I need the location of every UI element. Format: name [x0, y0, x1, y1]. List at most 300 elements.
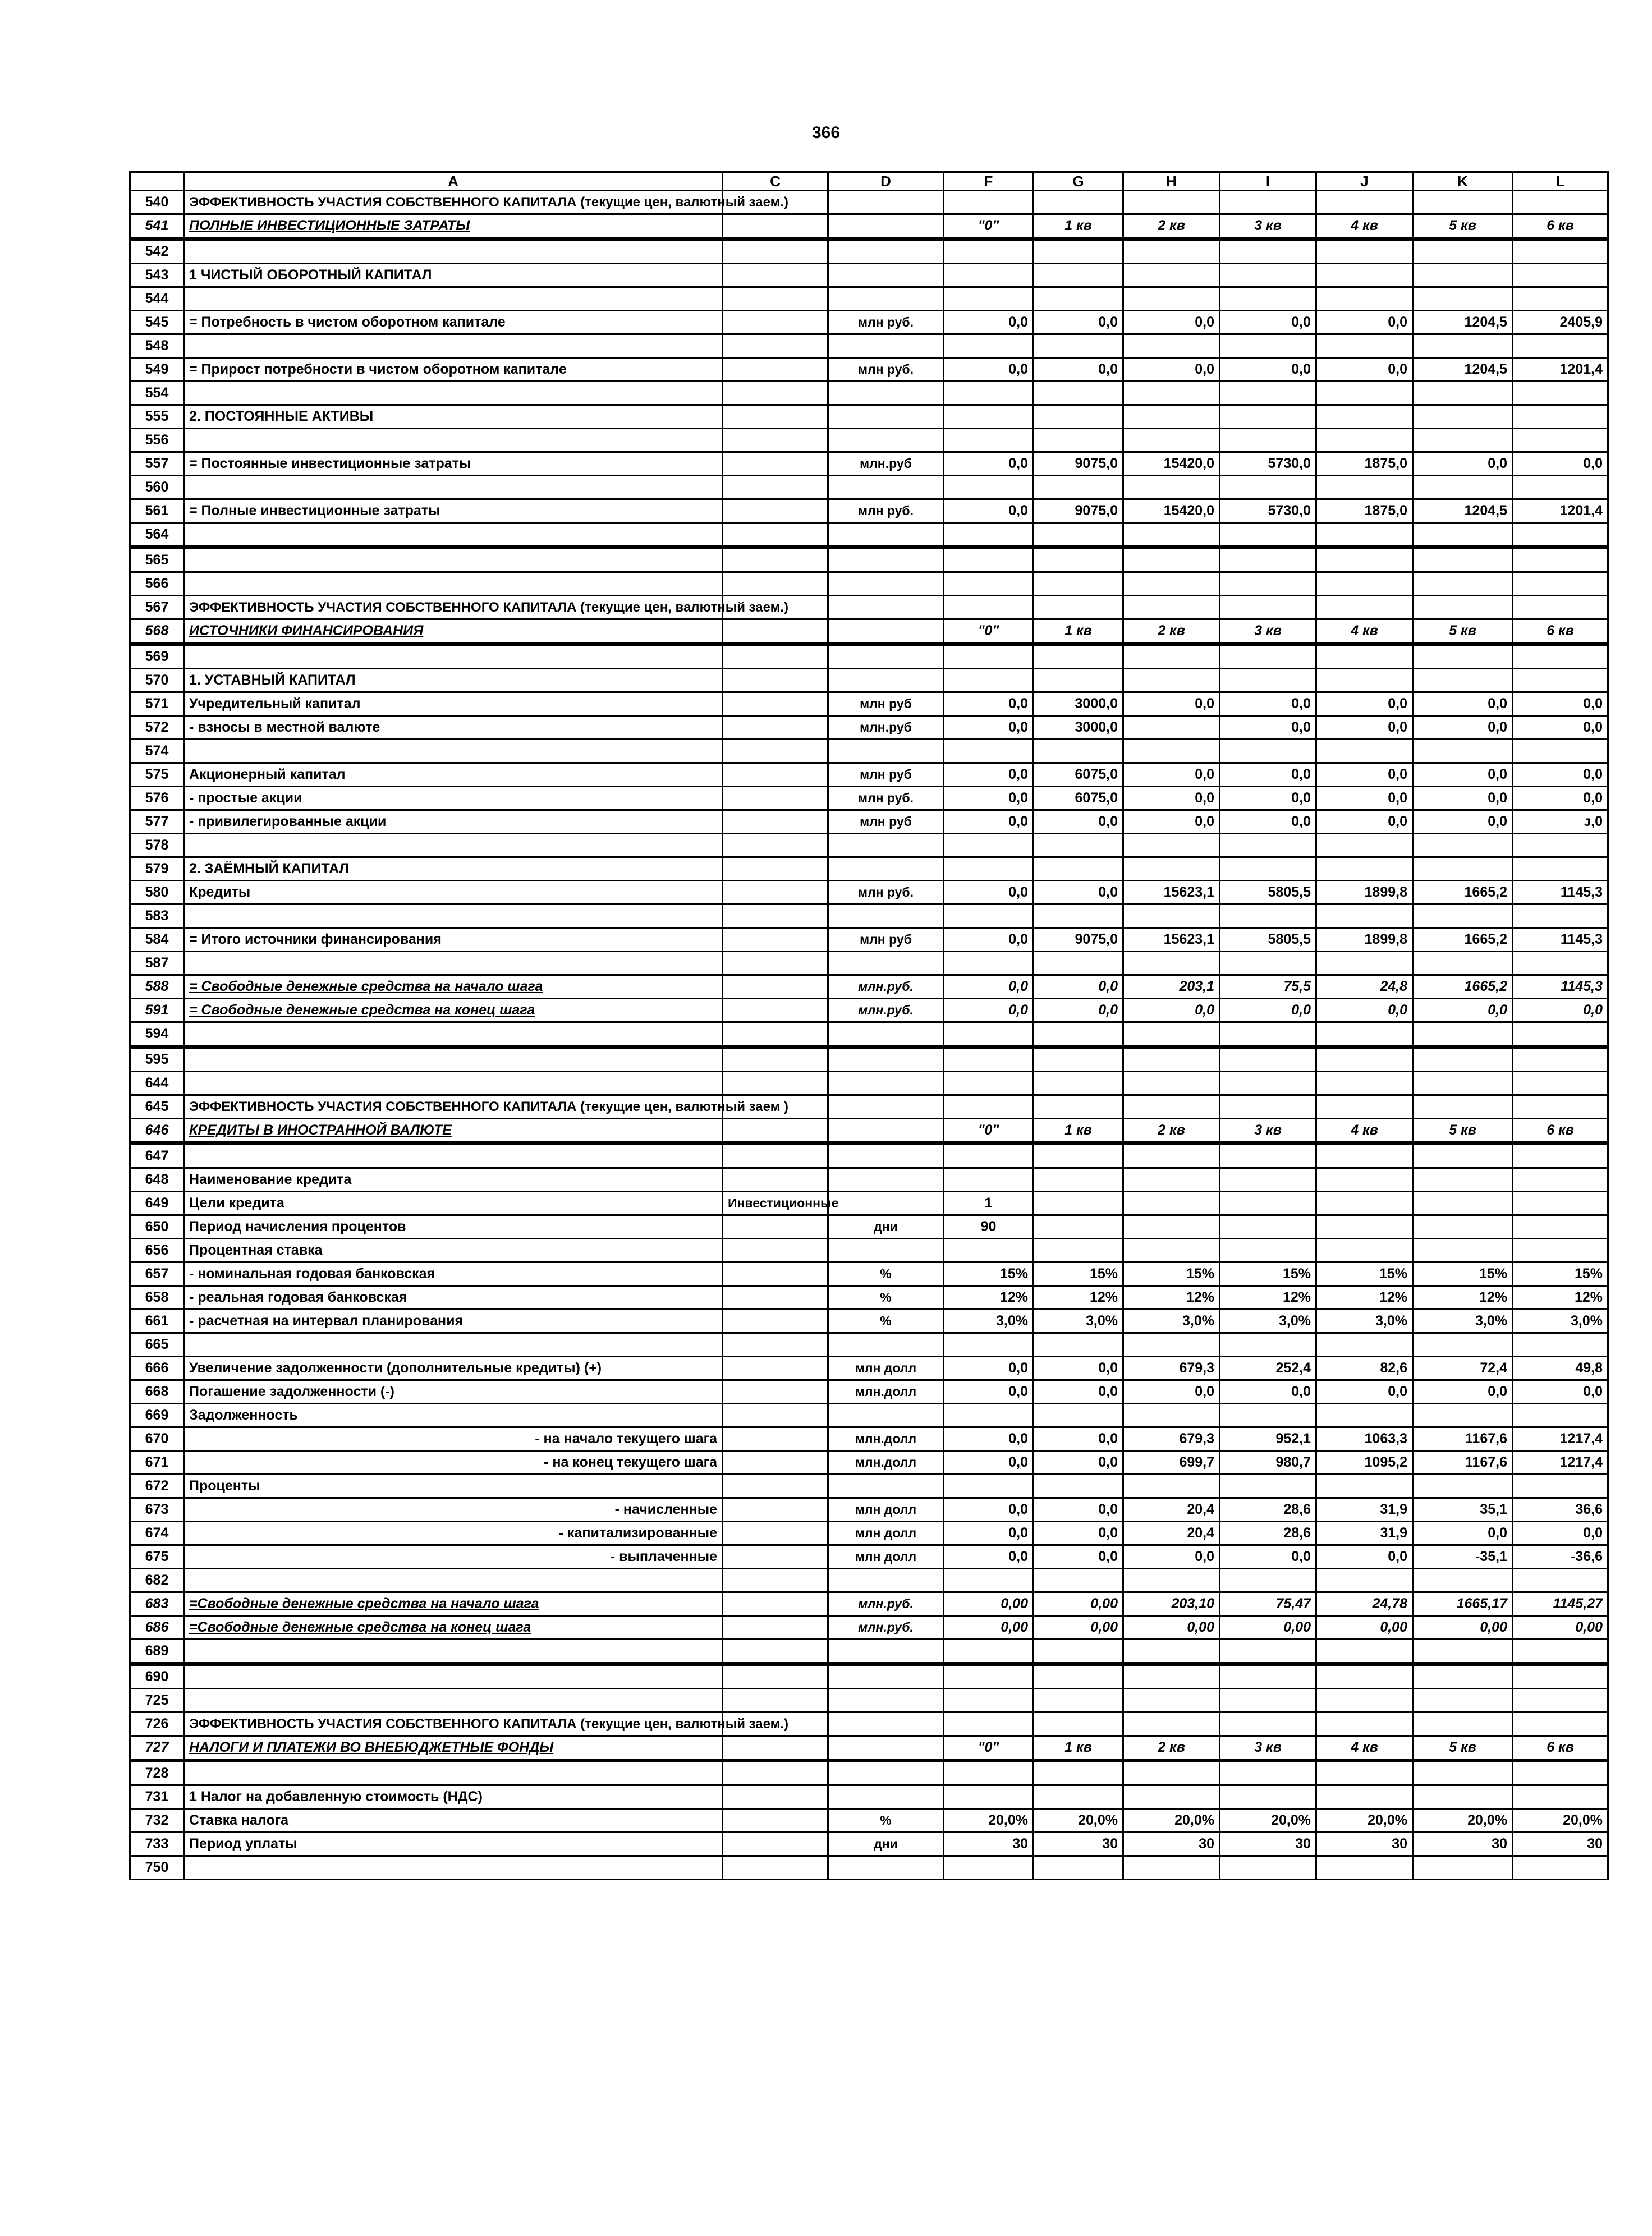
label-cell[interactable]: Проценты [184, 1475, 723, 1498]
value-cell[interactable] [1513, 834, 1608, 857]
value-cell[interactable] [944, 644, 1034, 669]
value-cell[interactable]: 679,3 [1123, 1427, 1220, 1451]
value-cell[interactable]: 0,0 [1513, 692, 1608, 716]
label-cell[interactable]: - начисленные [184, 1498, 723, 1522]
value-cell[interactable] [1513, 572, 1608, 596]
column-c-cell[interactable] [723, 881, 828, 904]
value-cell[interactable]: 49,8 [1513, 1357, 1608, 1380]
row-number-cell[interactable]: 649 [130, 1192, 184, 1215]
label-cell[interactable]: - на конец текущего шага [184, 1451, 723, 1475]
unit-cell[interactable] [828, 669, 944, 692]
value-cell[interactable] [1034, 1475, 1123, 1498]
value-cell[interactable] [1316, 287, 1413, 311]
value-cell[interactable] [1316, 191, 1413, 214]
value-cell[interactable]: 0,0 [1316, 787, 1413, 810]
label-cell[interactable] [184, 572, 723, 596]
value-cell[interactable] [1220, 1072, 1316, 1095]
value-cell[interactable] [1123, 716, 1220, 740]
value-cell[interactable] [1316, 476, 1413, 499]
value-cell[interactable]: 0,0 [1316, 1545, 1413, 1569]
value-cell[interactable]: 0,0 [944, 999, 1034, 1022]
value-cell[interactable] [944, 669, 1034, 692]
value-cell[interactable] [1413, 1640, 1513, 1664]
column-c-cell[interactable] [723, 311, 828, 334]
value-cell[interactable] [1513, 1712, 1608, 1736]
value-cell[interactable] [944, 1072, 1034, 1095]
label-cell[interactable] [184, 476, 723, 499]
value-cell[interactable]: 0,0 [944, 1545, 1034, 1569]
column-c-cell[interactable] [723, 1072, 828, 1095]
value-cell[interactable]: 15% [1513, 1262, 1608, 1286]
value-cell[interactable]: 20,0% [944, 1809, 1034, 1833]
label-cell[interactable]: Учредительный капитал [184, 692, 723, 716]
unit-cell[interactable] [828, 1144, 944, 1168]
value-cell[interactable] [1220, 1215, 1316, 1239]
value-cell[interactable]: "0" [944, 1119, 1034, 1144]
value-cell[interactable] [1513, 740, 1608, 763]
value-cell[interactable] [1413, 1664, 1513, 1689]
unit-cell[interactable] [828, 1022, 944, 1047]
value-cell[interactable] [1513, 1144, 1608, 1168]
value-cell[interactable] [1413, 334, 1513, 358]
value-cell[interactable]: 0,0 [944, 452, 1034, 476]
value-cell[interactable] [1123, 287, 1220, 311]
column-c-cell[interactable] [723, 1119, 828, 1144]
value-cell[interactable] [1123, 1712, 1220, 1736]
value-cell[interactable] [1220, 857, 1316, 881]
value-cell[interactable]: 1 [944, 1192, 1034, 1215]
value-cell[interactable]: 15420,0 [1123, 452, 1220, 476]
unit-cell[interactable] [828, 1569, 944, 1592]
row-number-cell[interactable]: 556 [130, 429, 184, 452]
value-cell[interactable]: 0,0 [1413, 1522, 1513, 1545]
value-cell[interactable]: 30 [1413, 1833, 1513, 1856]
value-cell[interactable] [944, 1640, 1034, 1664]
value-cell[interactable]: 0,0 [1123, 311, 1220, 334]
unit-cell[interactable]: млн долл [828, 1522, 944, 1545]
value-cell[interactable]: 28,6 [1220, 1498, 1316, 1522]
column-c-cell[interactable] [723, 1475, 828, 1498]
column-header[interactable]: I [1220, 172, 1316, 191]
value-cell[interactable]: 1665,2 [1413, 881, 1513, 904]
column-c-cell[interactable] [723, 1640, 828, 1664]
value-cell[interactable] [1220, 429, 1316, 452]
unit-cell[interactable]: млн руб. [828, 787, 944, 810]
value-cell[interactable] [1220, 644, 1316, 669]
value-cell[interactable] [1413, 1333, 1513, 1357]
value-cell[interactable] [1316, 1333, 1413, 1357]
value-cell[interactable] [1123, 644, 1220, 669]
value-cell[interactable] [1123, 857, 1220, 881]
value-cell[interactable] [1316, 334, 1413, 358]
value-cell[interactable]: 6075,0 [1034, 787, 1123, 810]
unit-cell[interactable] [828, 644, 944, 669]
value-cell[interactable]: 3,0% [1220, 1310, 1316, 1333]
value-cell[interactable]: 12% [1220, 1286, 1316, 1310]
value-cell[interactable]: "0" [944, 214, 1034, 239]
value-cell[interactable]: 1095,2 [1316, 1451, 1413, 1475]
value-cell[interactable] [1034, 1404, 1123, 1427]
value-cell[interactable] [1513, 548, 1608, 572]
value-cell[interactable] [1513, 1022, 1608, 1047]
value-cell[interactable]: 5805,5 [1220, 881, 1316, 904]
value-cell[interactable] [944, 1144, 1034, 1168]
value-cell[interactable] [1034, 476, 1123, 499]
value-cell[interactable]: 0,0 [1316, 763, 1413, 787]
value-cell[interactable]: 0,0 [1034, 311, 1123, 334]
value-cell[interactable] [1220, 834, 1316, 857]
label-cell[interactable]: - реальная годовая банковская [184, 1286, 723, 1310]
row-number-cell[interactable]: 657 [130, 1262, 184, 1286]
row-number-cell[interactable]: 572 [130, 716, 184, 740]
column-header[interactable]: K [1413, 172, 1513, 191]
value-cell[interactable] [944, 1856, 1034, 1880]
column-c-cell[interactable] [723, 1310, 828, 1333]
value-cell[interactable]: 6075,0 [1034, 763, 1123, 787]
value-cell[interactable] [1413, 1856, 1513, 1880]
value-cell[interactable] [1220, 523, 1316, 548]
label-cell[interactable] [184, 740, 723, 763]
value-cell[interactable] [1034, 572, 1123, 596]
row-number-cell[interactable]: 568 [130, 619, 184, 644]
value-cell[interactable] [1034, 1333, 1123, 1357]
value-cell[interactable]: 0,0 [1034, 975, 1123, 999]
value-cell[interactable] [1220, 572, 1316, 596]
value-cell[interactable] [1316, 572, 1413, 596]
column-header[interactable]: C [723, 172, 828, 191]
value-cell[interactable]: -35,1 [1413, 1545, 1513, 1569]
value-cell[interactable]: 28,6 [1220, 1522, 1316, 1545]
label-cell[interactable] [184, 1569, 723, 1592]
column-c-cell[interactable] [723, 239, 828, 264]
label-cell[interactable]: - номинальная годовая банковская [184, 1262, 723, 1286]
value-cell[interactable] [1316, 1475, 1413, 1498]
value-cell[interactable] [1034, 904, 1123, 928]
row-number-cell[interactable]: 561 [130, 499, 184, 523]
row-number-cell[interactable]: 690 [130, 1664, 184, 1689]
label-cell[interactable]: ЭФФЕКТИВНОСТЬ УЧАСТИЯ СОБСТВЕННОГО КАПИТАЛА (текущие цен, валютный заем.) [184, 191, 723, 214]
unit-cell[interactable] [828, 191, 944, 214]
value-cell[interactable] [1220, 287, 1316, 311]
value-cell[interactable] [1220, 264, 1316, 287]
value-cell[interactable]: 3000,0 [1034, 716, 1123, 740]
value-cell[interactable] [944, 405, 1034, 429]
value-cell[interactable]: 30 [1123, 1833, 1220, 1856]
value-cell[interactable]: 1201,4 [1513, 358, 1608, 382]
value-cell[interactable]: 0,00 [1034, 1616, 1123, 1640]
row-number-cell[interactable]: 569 [130, 644, 184, 669]
value-cell[interactable] [1513, 429, 1608, 452]
value-cell[interactable] [944, 1333, 1034, 1357]
value-cell[interactable] [1413, 1785, 1513, 1809]
value-cell[interactable] [1413, 191, 1513, 214]
value-cell[interactable]: 3000,0 [1034, 692, 1123, 716]
column-c-cell[interactable] [723, 1427, 828, 1451]
unit-cell[interactable] [828, 405, 944, 429]
value-cell[interactable] [1513, 1095, 1608, 1119]
unit-cell[interactable] [828, 523, 944, 548]
value-cell[interactable] [1413, 1215, 1513, 1239]
label-cell[interactable]: Наименование кредита [184, 1168, 723, 1192]
row-number-cell[interactable]: 583 [130, 904, 184, 928]
value-cell[interactable] [944, 476, 1034, 499]
value-cell[interactable]: 30 [944, 1833, 1034, 1856]
row-number-cell[interactable]: 584 [130, 928, 184, 952]
value-cell[interactable]: 5 кв [1413, 214, 1513, 239]
value-cell[interactable] [1220, 1192, 1316, 1215]
value-cell[interactable] [1513, 1404, 1608, 1427]
value-cell[interactable] [1034, 239, 1123, 264]
value-cell[interactable] [1316, 1192, 1413, 1215]
value-cell[interactable]: 0,0 [944, 358, 1034, 382]
value-cell[interactable]: 0,0 [1220, 716, 1316, 740]
row-number-cell[interactable]: 674 [130, 1522, 184, 1545]
value-cell[interactable]: 2 кв [1123, 619, 1220, 644]
row-number-cell[interactable]: 555 [130, 405, 184, 429]
value-cell[interactable] [1123, 1856, 1220, 1880]
value-cell[interactable]: 0,00 [1123, 1616, 1220, 1640]
value-cell[interactable]: 0,0 [944, 1427, 1034, 1451]
label-cell[interactable]: - взносы в местной валюте [184, 716, 723, 740]
value-cell[interactable] [1034, 429, 1123, 452]
value-cell[interactable]: 0,0 [1034, 1522, 1123, 1545]
value-cell[interactable] [1413, 476, 1513, 499]
value-cell[interactable] [1513, 1761, 1608, 1785]
value-cell[interactable]: 0,0 [1413, 787, 1513, 810]
value-cell[interactable] [1413, 1569, 1513, 1592]
value-cell[interactable]: 2405,9 [1513, 311, 1608, 334]
row-number-cell[interactable]: 682 [130, 1569, 184, 1592]
value-cell[interactable] [1316, 644, 1413, 669]
value-cell[interactable]: 1899,8 [1316, 928, 1413, 952]
unit-cell[interactable] [828, 548, 944, 572]
value-cell[interactable]: 0,00 [1034, 1592, 1123, 1616]
label-cell[interactable]: ЭФФЕКТИВНОСТЬ УЧАСТИЯ СОБСТВЕННОГО КАПИТАЛА (текущие цен, валютный заем.) [184, 1712, 723, 1736]
value-cell[interactable] [1513, 264, 1608, 287]
column-c-cell[interactable] [723, 1833, 828, 1856]
value-cell[interactable] [1513, 334, 1608, 358]
value-cell[interactable] [1220, 596, 1316, 619]
value-cell[interactable] [1123, 572, 1220, 596]
unit-cell[interactable]: млн долл [828, 1545, 944, 1569]
value-cell[interactable]: 0,0 [944, 1357, 1034, 1380]
value-cell[interactable] [1034, 1856, 1123, 1880]
value-cell[interactable] [1123, 596, 1220, 619]
unit-cell[interactable]: млн долл [828, 1357, 944, 1380]
value-cell[interactable] [1513, 1569, 1608, 1592]
value-cell[interactable]: 0,0 [1034, 1357, 1123, 1380]
value-cell[interactable] [1034, 596, 1123, 619]
label-cell[interactable] [184, 548, 723, 572]
row-number-cell[interactable]: 665 [130, 1333, 184, 1357]
label-cell[interactable]: Увеличение задолженности (дополнительные кредиты) (+) [184, 1357, 723, 1380]
unit-cell[interactable] [828, 572, 944, 596]
value-cell[interactable] [1123, 904, 1220, 928]
value-cell[interactable]: 1665,2 [1413, 975, 1513, 999]
value-cell[interactable] [944, 904, 1034, 928]
row-number-cell[interactable]: 666 [130, 1357, 184, 1380]
value-cell[interactable]: 20,0% [1316, 1809, 1413, 1833]
value-cell[interactable] [1413, 287, 1513, 311]
value-cell[interactable]: 0,0 [944, 716, 1034, 740]
value-cell[interactable]: ᴊ,0 [1513, 810, 1608, 834]
label-cell[interactable]: = Постоянные инвестиционные затраты [184, 452, 723, 476]
row-number-cell[interactable]: 571 [130, 692, 184, 716]
value-cell[interactable] [1413, 1712, 1513, 1736]
value-cell[interactable]: 3,0% [1123, 1310, 1220, 1333]
row-number-cell[interactable]: 560 [130, 476, 184, 499]
value-cell[interactable]: 0,0 [1513, 763, 1608, 787]
value-cell[interactable]: 15623,1 [1123, 928, 1220, 952]
value-cell[interactable]: 1217,4 [1513, 1427, 1608, 1451]
value-cell[interactable]: 12% [1316, 1286, 1413, 1310]
value-cell[interactable] [1220, 191, 1316, 214]
unit-cell[interactable] [828, 264, 944, 287]
label-cell[interactable] [184, 523, 723, 548]
value-cell[interactable]: 30 [1513, 1833, 1608, 1856]
value-cell[interactable] [1316, 1095, 1413, 1119]
column-header[interactable]: L [1513, 172, 1608, 191]
row-number-cell[interactable]: 647 [130, 1144, 184, 1168]
value-cell[interactable] [1034, 857, 1123, 881]
value-cell[interactable] [1413, 857, 1513, 881]
value-cell[interactable]: 0,0 [1220, 999, 1316, 1022]
value-cell[interactable]: 0,0 [1513, 716, 1608, 740]
value-cell[interactable] [1413, 548, 1513, 572]
value-cell[interactable] [1513, 1640, 1608, 1664]
value-cell[interactable] [1513, 952, 1608, 975]
label-cell[interactable]: Цели кредита [184, 1192, 723, 1215]
value-cell[interactable]: 0,0 [1123, 763, 1220, 787]
value-cell[interactable] [1316, 382, 1413, 405]
unit-cell[interactable] [828, 904, 944, 928]
row-number-cell[interactable]: 728 [130, 1761, 184, 1785]
unit-cell[interactable] [828, 1404, 944, 1427]
column-c-cell[interactable] [723, 619, 828, 644]
column-c-cell[interactable] [723, 1451, 828, 1475]
row-number-cell[interactable]: 750 [130, 1856, 184, 1880]
column-c-cell[interactable] [723, 1380, 828, 1404]
value-cell[interactable] [1034, 644, 1123, 669]
value-cell[interactable]: 0,0 [944, 499, 1034, 523]
value-cell[interactable]: 0,0 [1413, 1380, 1513, 1404]
value-cell[interactable] [1034, 834, 1123, 857]
label-cell[interactable] [184, 1761, 723, 1785]
row-number-cell[interactable]: 726 [130, 1712, 184, 1736]
value-cell[interactable]: 0,0 [944, 1451, 1034, 1475]
value-cell[interactable]: 0,00 [1513, 1616, 1608, 1640]
value-cell[interactable] [1316, 1168, 1413, 1192]
label-cell[interactable]: 2. ПОСТОЯННЫЕ АКТИВЫ [184, 405, 723, 429]
value-cell[interactable] [1034, 1144, 1123, 1168]
value-cell[interactable]: 12% [1513, 1286, 1608, 1310]
value-cell[interactable] [1123, 548, 1220, 572]
label-cell[interactable]: 1 Налог на добавленную стоимость (НДС) [184, 1785, 723, 1809]
value-cell[interactable]: 0,0 [1034, 1380, 1123, 1404]
value-cell[interactable] [1123, 1404, 1220, 1427]
value-cell[interactable] [944, 1569, 1034, 1592]
row-number-cell[interactable]: 575 [130, 763, 184, 787]
row-number-cell[interactable]: 578 [130, 834, 184, 857]
column-header[interactable]: D [828, 172, 944, 191]
value-cell[interactable] [1413, 669, 1513, 692]
column-header[interactable] [130, 172, 184, 191]
unit-cell[interactable] [828, 1095, 944, 1119]
value-cell[interactable] [1220, 1404, 1316, 1427]
value-cell[interactable] [1513, 1689, 1608, 1712]
value-cell[interactable] [1413, 644, 1513, 669]
value-cell[interactable] [1034, 952, 1123, 975]
value-cell[interactable] [1123, 1569, 1220, 1592]
value-cell[interactable]: 0,0 [1316, 358, 1413, 382]
value-cell[interactable]: 0,0 [1034, 881, 1123, 904]
value-cell[interactable] [1123, 1022, 1220, 1047]
row-number-cell[interactable]: 570 [130, 669, 184, 692]
value-cell[interactable] [1513, 669, 1608, 692]
value-cell[interactable]: 1875,0 [1316, 499, 1413, 523]
column-c-cell[interactable] [723, 1215, 828, 1239]
unit-cell[interactable] [828, 334, 944, 358]
value-cell[interactable]: 203,10 [1123, 1592, 1220, 1616]
value-cell[interactable]: 0,0 [1316, 810, 1413, 834]
value-cell[interactable] [1413, 1144, 1513, 1168]
label-cell[interactable]: 1 ЧИСТЫЙ ОБОРОТНЫЙ КАПИТАЛ [184, 264, 723, 287]
value-cell[interactable]: 2 кв [1123, 1119, 1220, 1144]
value-cell[interactable] [1034, 523, 1123, 548]
label-cell[interactable]: - расчетная на интервал планирования [184, 1310, 723, 1333]
value-cell[interactable] [1513, 287, 1608, 311]
value-cell[interactable] [1034, 382, 1123, 405]
row-number-cell[interactable]: 669 [130, 1404, 184, 1427]
value-cell[interactable]: 1063,3 [1316, 1427, 1413, 1451]
unit-cell[interactable]: млн.долл [828, 1380, 944, 1404]
column-c-cell[interactable] [723, 1357, 828, 1380]
value-cell[interactable]: 1899,8 [1316, 881, 1413, 904]
label-cell[interactable] [184, 1640, 723, 1664]
value-cell[interactable]: 5730,0 [1220, 452, 1316, 476]
value-cell[interactable]: 0,00 [1220, 1616, 1316, 1640]
value-cell[interactable] [1513, 476, 1608, 499]
value-cell[interactable] [944, 740, 1034, 763]
unit-cell[interactable] [828, 1712, 944, 1736]
value-cell[interactable] [1123, 523, 1220, 548]
row-number-cell[interactable]: 689 [130, 1640, 184, 1664]
label-cell[interactable] [184, 1856, 723, 1880]
value-cell[interactable]: 0,0 [1316, 1380, 1413, 1404]
value-cell[interactable] [944, 1475, 1034, 1498]
value-cell[interactable]: 75,5 [1220, 975, 1316, 999]
label-cell[interactable]: - привилегированные акции [184, 810, 723, 834]
label-cell[interactable]: = Прирост потребности в чистом оборотном капитале [184, 358, 723, 382]
value-cell[interactable]: 0,00 [1316, 1616, 1413, 1640]
value-cell[interactable]: 0,00 [944, 1592, 1034, 1616]
row-number-cell[interactable]: 644 [130, 1072, 184, 1095]
value-cell[interactable] [944, 1761, 1034, 1785]
value-cell[interactable] [944, 239, 1034, 264]
value-cell[interactable]: 15623,1 [1123, 881, 1220, 904]
unit-cell[interactable]: млн руб. [828, 881, 944, 904]
value-cell[interactable]: 0,0 [1034, 358, 1123, 382]
value-cell[interactable]: 252,4 [1220, 1357, 1316, 1380]
value-cell[interactable]: 3,0% [944, 1310, 1034, 1333]
value-cell[interactable] [1034, 1689, 1123, 1712]
value-cell[interactable]: 82,6 [1316, 1357, 1413, 1380]
value-cell[interactable]: 0,0 [1413, 452, 1513, 476]
value-cell[interactable]: 30 [1220, 1833, 1316, 1856]
unit-cell[interactable] [828, 1168, 944, 1192]
column-c-cell[interactable]: Инвестиционные [723, 1192, 828, 1215]
unit-cell[interactable]: млн.руб [828, 716, 944, 740]
